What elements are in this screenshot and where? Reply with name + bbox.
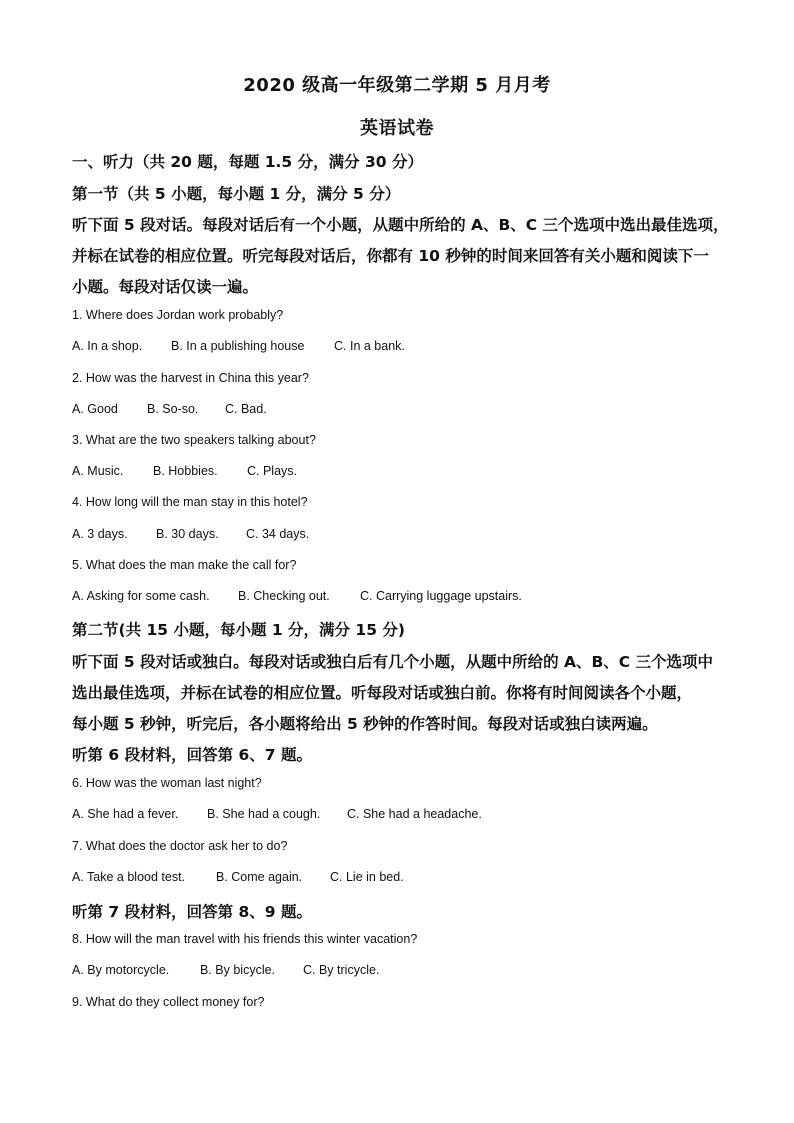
material-heading: 听第 7 段材料，回答第 8、9 题。	[72, 903, 312, 921]
option-c: C. Lie in bed.	[330, 870, 404, 884]
question-text: 9. What do they collect money for?	[72, 995, 265, 1009]
question-text: 4. How long will the man stay in this hotel?	[72, 495, 308, 509]
option-b: B. Come again.	[216, 870, 303, 884]
question-text: 7. What does the doctor ask her to do?	[72, 839, 288, 853]
question-text: 6. How was the woman last night?	[72, 776, 262, 790]
option-a: A. She had a fever.	[72, 807, 179, 821]
option-a: A. 3 days.	[72, 527, 128, 541]
option-c: C. 34 days.	[246, 527, 310, 541]
option-b: B. So-so.	[147, 402, 199, 416]
question-options	[72, 589, 522, 603]
question-options	[72, 870, 404, 884]
option-a: A. By motorcycle.	[72, 963, 170, 977]
question-options	[72, 807, 482, 821]
option-c: C. Carrying luggage upstairs.	[360, 589, 522, 603]
question-text: 1. Where does Jordan work probably?	[72, 308, 284, 322]
question-options	[72, 464, 297, 478]
question-text: 5. What does the man make the call for?	[72, 558, 297, 572]
option-a: A. Asking for some cash.	[72, 589, 210, 603]
question-text: 3. What are the two speakers talking about?	[72, 433, 316, 447]
exam-title: 2020 级高一年级第二学期 5 月月考	[243, 75, 551, 96]
question-text: 8. How will the man travel with his friends this winter vacation?	[72, 932, 418, 946]
exam-subtitle: 英语试卷	[360, 118, 434, 139]
section1-heading: 第一节（共 5 小题，每小题 1 分，满分 5 分）	[72, 185, 401, 203]
section1-instruction-line: 小题。每段对话仅读一遍。	[72, 278, 259, 296]
question-options	[72, 963, 379, 977]
section1-instruction-line: 并标在试卷的相应位置。听完每段对话后，你都有 10 秒钟的时间来回答有关小题和阅读下一	[72, 247, 709, 265]
option-c: C. In a bank.	[334, 339, 405, 353]
option-b: B. She had a cough.	[207, 807, 321, 821]
option-a: A. Good	[72, 402, 118, 416]
section2-instruction-line: 选出最佳选项，并标在试卷的相应位置。听每段对话或独白前。你将有时间阅读各个小题，	[72, 684, 693, 702]
option-c: C. Bad.	[225, 402, 267, 416]
option-a: A. Take a blood test.	[72, 870, 186, 884]
option-b: B. In a publishing house	[171, 339, 305, 353]
option-b: B. Hobbies.	[153, 464, 218, 478]
option-b: B. 30 days.	[156, 527, 219, 541]
material-heading: 听第 6 段材料，回答第 6、7 题。	[72, 746, 312, 764]
question-options	[72, 339, 405, 353]
section2-heading: 第二节(共 15 小题，每小题 1 分，满分 15 分)	[72, 621, 405, 639]
section1-instruction-line: 听下面 5 段对话。每段对话后有一个小题，从题中所给的 A、B、C 三个选项中选出最佳选项，	[72, 216, 729, 234]
section2-instruction-line: 每小题 5 秒钟，听完后，各小题将给出 5 秒钟的作答时间。每段对话或独白读两遍。	[72, 715, 658, 733]
option-c: C. By tricycle.	[303, 963, 380, 977]
option-c: C. Plays.	[247, 464, 298, 478]
question-text: 2. How was the harvest in China this year?	[72, 371, 309, 385]
section2-instruction-line: 听下面 5 段对话或独白。每段对话或独白后有几个小题，从题中所给的 A、B、C 三个选项中	[72, 653, 714, 671]
option-c: C. She had a headache.	[347, 807, 482, 821]
option-a: A. Music.	[72, 464, 124, 478]
option-b: B. Checking out.	[238, 589, 330, 603]
option-a: A. In a shop.	[72, 339, 143, 353]
question-options	[72, 402, 267, 416]
option-b: B. By bicycle.	[200, 963, 276, 977]
part1-heading: 一、听力（共 20 题，每题 1.5 分，满分 30 分）	[72, 153, 423, 171]
question-options	[72, 527, 309, 541]
